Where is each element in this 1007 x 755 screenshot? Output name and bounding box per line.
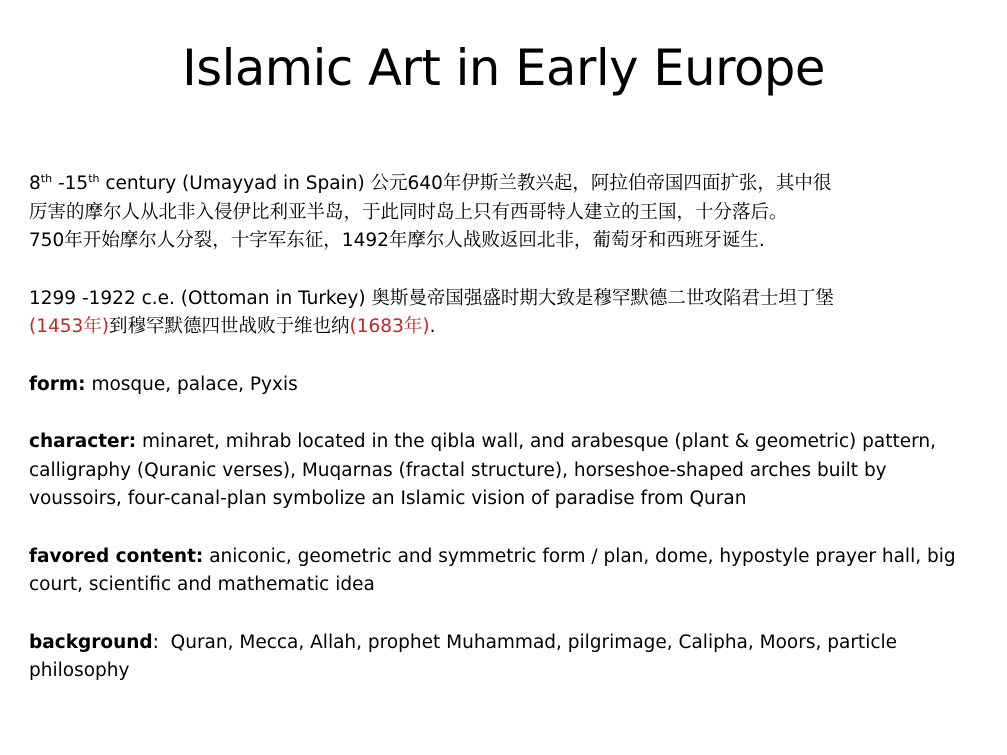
character-text-1: minaret, mihrab located in the qibla wall, and arabesque (plant & geometric) pattern,	[136, 431, 936, 452]
character-line-2: calligraphy (Quranic verses), Muqarnas (fractal structure), horseshoe-shaped arches built by	[29, 459, 887, 481]
ottoman-year-start: (1453年)	[29, 316, 110, 337]
favored-line-1	[29, 543, 989, 572]
ottoman-end: .	[429, 316, 436, 337]
background-label: background	[29, 631, 153, 653]
favored-paragraph	[29, 543, 989, 600]
umayyad-mid-sup: th	[88, 172, 100, 185]
background-colon: :	[152, 631, 159, 653]
character-line-1	[29, 428, 989, 457]
umayyad-start: 8	[29, 173, 41, 194]
favored-text-1: aniconic, geometric and symmetric form / plan, dome, hypostyle prayer hall, big	[203, 545, 956, 567]
umayyad-rest: century (Umayyad in Spain) 公元640年伊斯兰教兴起，阿拉伯帝国四面扩张，其中很	[99, 173, 832, 194]
form-text: mosque, palace, Pyxis	[85, 373, 298, 395]
favored-label: favored content:	[29, 545, 204, 567]
ottoman-middle: 到穆罕默德四世战败于维也纳	[109, 316, 350, 337]
form-paragraph	[29, 371, 989, 400]
background-paragraph	[29, 629, 989, 686]
slide-body	[29, 170, 989, 715]
umayyad-line-1	[29, 170, 989, 199]
umayyad-mid: -15	[52, 173, 89, 194]
ottoman-line-2	[29, 313, 989, 342]
umayyad-start-sup: th	[40, 172, 53, 185]
character-label: character:	[29, 431, 137, 452]
character-paragraph	[29, 428, 989, 514]
umayyad-line-3: 750年开始摩尔人分裂，十字军东征，1492年摩尔人战败返回北非，葡萄牙和西班牙诞生.	[29, 230, 765, 251]
background-text-1: Quran, Mecca, Allah, prophet Muhammad, pilgrimage, Calipha, Moors, particle	[158, 631, 898, 653]
character-line-3: voussoirs, four-canal-plan symbolize an Islamic vision of paradise from Quran	[29, 488, 747, 509]
form-line	[29, 371, 989, 400]
ottoman-line-1: 1299 -1922 c.e. (Ottoman in Turkey) 奥斯曼帝国强盛时期大致是穆罕默德二世攻陷君士坦丁堡	[29, 287, 834, 309]
form-label: form:	[29, 373, 86, 395]
favored-line-2: court, scientific and mathematic idea	[29, 574, 375, 595]
umayyad-paragraph	[29, 170, 989, 256]
background-line-2: philosophy	[29, 660, 130, 681]
ottoman-year-end: (1683年)	[349, 316, 430, 337]
ottoman-paragraph	[29, 285, 989, 342]
background-line-1	[29, 629, 989, 658]
slide-title: Islamic Art in Early Europe	[182, 39, 825, 97]
umayyad-line-2: 厉害的摩尔人从北非入侵伊比利亚半岛，于此同时岛上只有西哥特人建立的王国，十分落后。	[29, 201, 788, 223]
